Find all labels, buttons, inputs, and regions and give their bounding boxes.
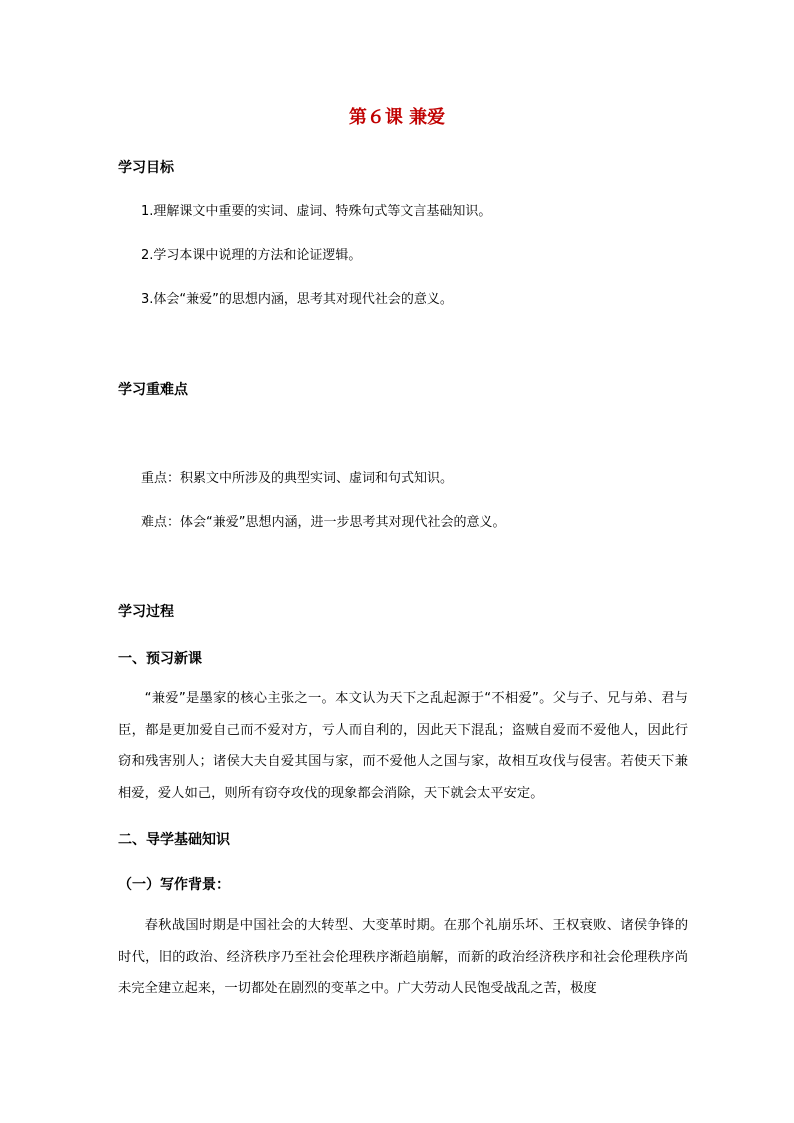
part2-heading: 二、导学基础知识 <box>118 832 230 848</box>
sub1-heading: （一）写作背景： <box>118 877 230 893</box>
key-point-focus: 重点：积累文中所涉及的典型实词、虚词和句式知识。 <box>141 471 454 486</box>
key-points-heading: 学习重难点 <box>118 382 188 398</box>
sub1-paragraph: 春秋战国时期是中国社会的大转型、大变革时期。在那个礼崩乐坏、王权衰败、诸侯争锋的时代，旧的政治、经济秩序乃至社会伦理秩序渐趋崩解，而新的政治经济秩序和社会伦理秩序尚未完全建立起来，一切都处在剧烈的变革之中。广大劳动人民饱受战乱之苦，极度 <box>118 918 688 996</box>
goal-item-2: 2.学习本课中说理的方法和论证逻辑。 <box>141 248 362 263</box>
goal-item-1: 1.理解课文中重要的实词、虚词、特殊句式等文言基础知识。 <box>141 204 492 219</box>
key-point-difficulty: 难点：体会“兼爱”思想内涵，进一步思考其对现代社会的意义。 <box>141 515 506 530</box>
goal-item-3: 3.体会“兼爱”的思想内涵，思考其对现代社会的意义。 <box>141 292 453 307</box>
page-title: 第６课 兼爱 <box>348 107 446 128</box>
part1-heading: 一、预习新课 <box>118 651 202 667</box>
goals-heading: 学习目标 <box>118 160 174 176</box>
part1-paragraph: “兼爱”是墨家的核心主张之一。本文认为天下之乱起源于“不相爱”。父与子、兄与弟、君与臣，都是更加爱自己而不爱对方，亏人而自利的，因此天下混乱；盗贼自爱而不爱他人，因此行窃和残害别人；诸侯大夫自爱其国与家，而不爱他人之国与家，故相互攻伐与侵害。若使天下兼相爱，爱人如己，则所有窃夺攻伐的现象都会消除，天下就会太平安定。 <box>118 691 688 801</box>
process-heading: 学习过程 <box>118 604 174 620</box>
